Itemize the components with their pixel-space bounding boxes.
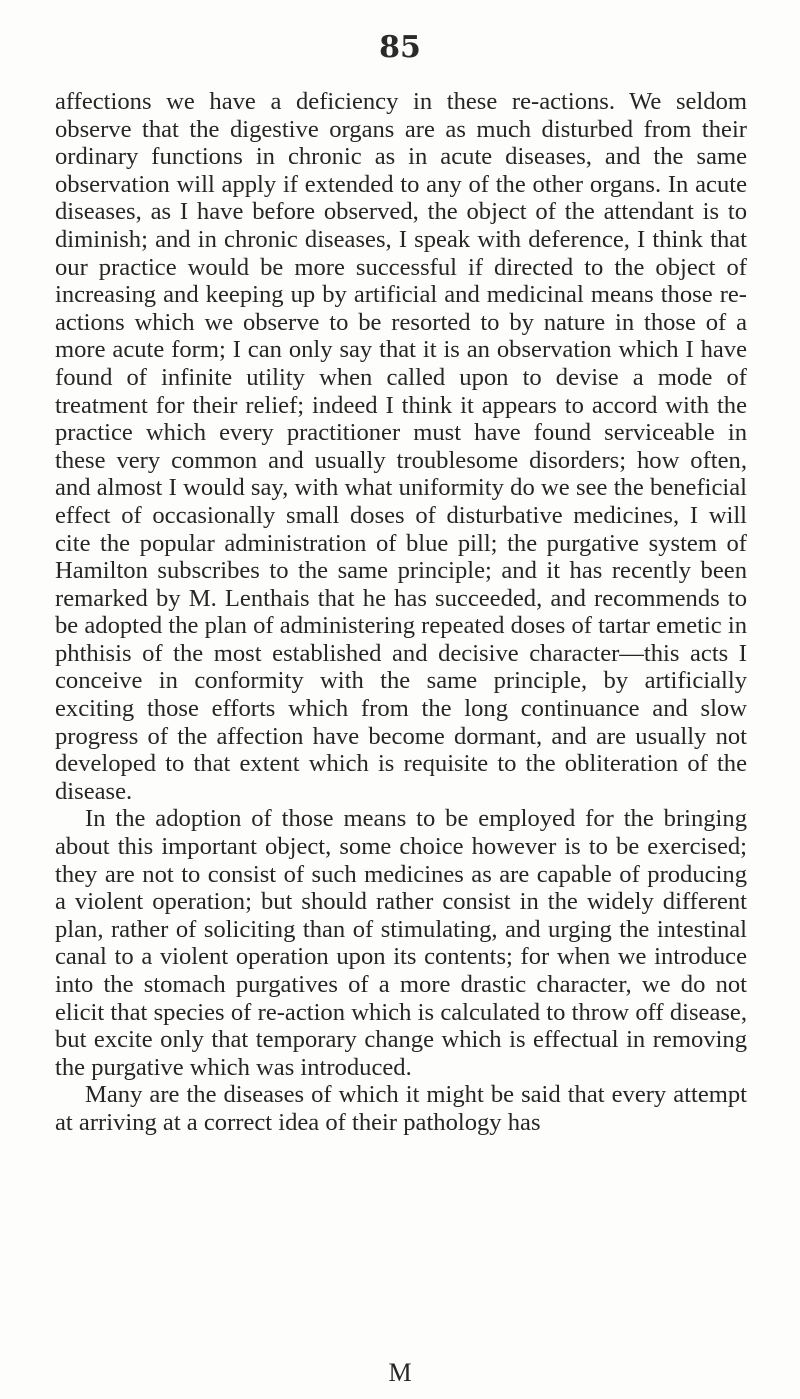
signature-mark: M (388, 1358, 412, 1387)
paragraph-1: affections we have a deficiency in these re-actions. We seldom observe that the digestive organs are as much disturbed from their ordinary functions in chronic as in acute diseases, and the same observation will apply if extended to any of the other organs. In acute diseases, as I have before observed, the object of the attendant is to diminish; and in chronic diseases, I speak with deference, I think that our practice would be more successful if directed to the object of increasing and keeping up by artificial and medicinal means those re-actions which we observe to be resorted to by nature in those of a more acute form; I can only say that it is an observation which I have found of infinite utility when called upon to devise a mode of treatment for their relief; indeed I think it appears to accord with the practice which every practitioner must have found serviceable in these very common and usually troublesome disorders; how often, and almost I would say, with what uniformity do we see the beneficial effect of occasionally small doses of disturbative medicines, I will cite the popular administration of blue pill; the purgative system of Hamilton subscribes to the same principle; and it has recently been remarked by M. Lenthais that he has succeeded, and recommends to be adopted the plan of administering repeated doses of tartar emetic in phthisis of the most established and decisive character—this acts I conceive in conformity with the same principle, by artificially exciting those efforts which from the long continuance and slow progress of the affection have become dormant, and are usually not developed to that extent which is requisite to the obliteration of the disease. (55, 88, 747, 805)
paragraph-2: In the adoption of those means to be employed for the bringing about this important object, some choice however is to be exercised; they are not to consist of such medicines as are capable of producing a violent operation; but should rather consist in the widely different plan, rather of soliciting than of stimulating, and urging the intestinal canal to a violent operation upon its contents; for when we introduce into the stomach purgatives of a more drastic character, we do not elicit that species of re-action which is calculated to throw off disease, but excite only that temporary change which is effectual in removing the purgative which was introduced. (55, 805, 747, 1081)
body-text (55, 88, 747, 1137)
paragraph-3: Many are the diseases of which it might be said that every attempt at arriving at a correct idea of their pathology has (55, 1081, 747, 1136)
page-number: 85 (379, 30, 421, 65)
